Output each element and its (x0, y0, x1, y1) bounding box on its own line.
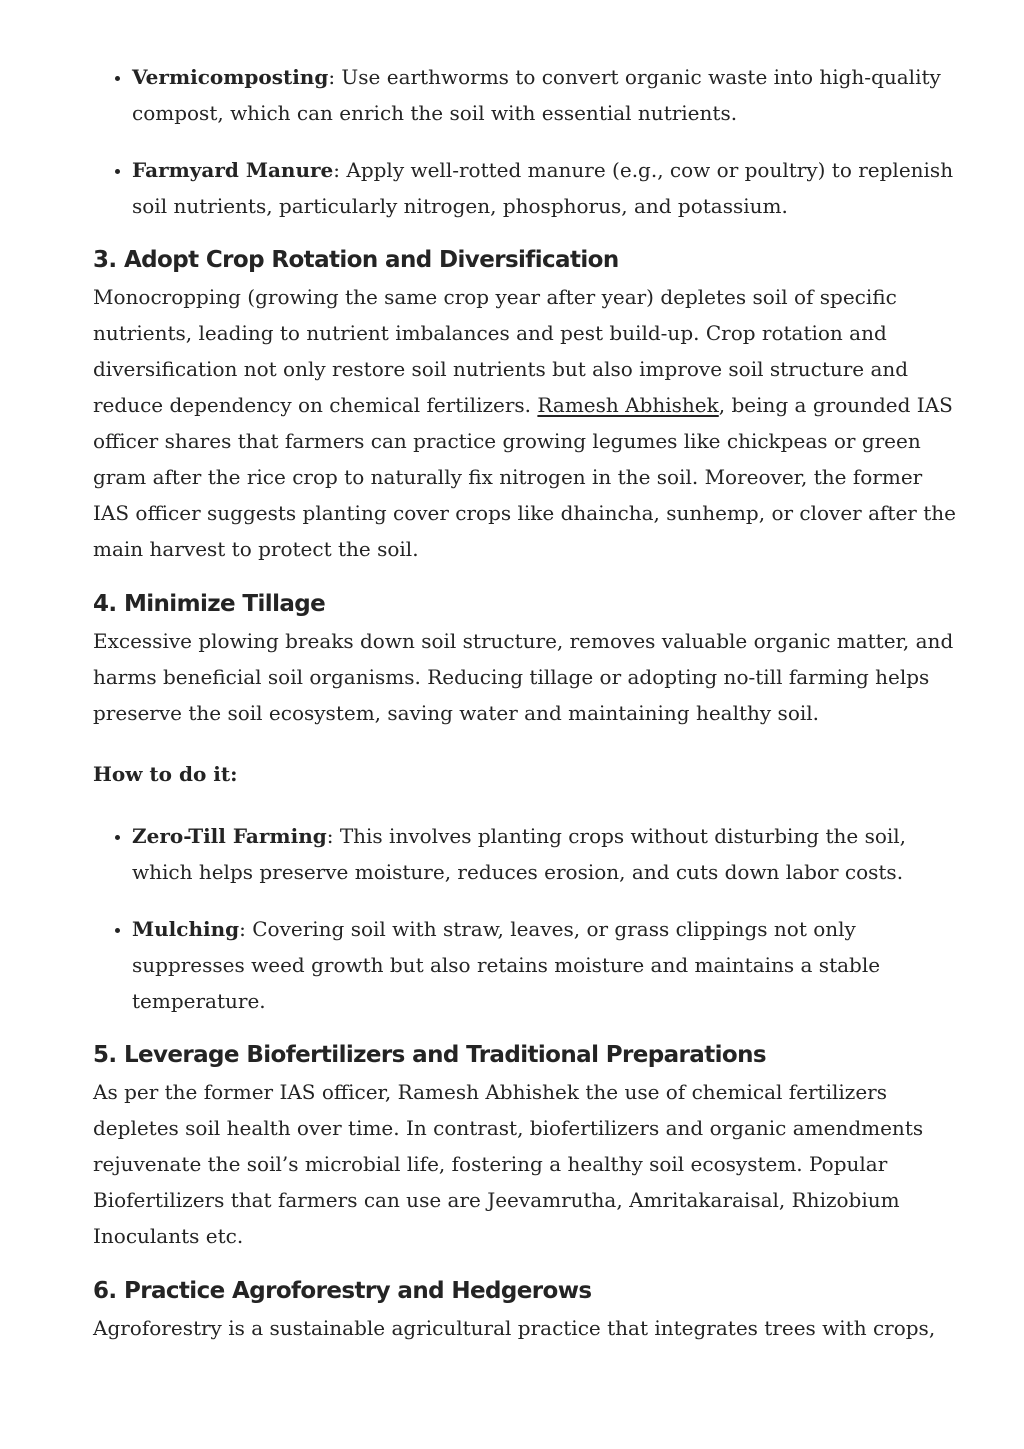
list-item-term: Vermicomposting (132, 65, 329, 89)
section-heading-crop-rotation: 3. Adopt Crop Rotation and Diversification (93, 247, 619, 273)
list-item-text: : Apply well-rotted manure (e.g., cow or poultry) to replenish soil nutrients, particularly nitrogen, phosphorus, and potassium. (132, 158, 954, 218)
section-paragraph-minimize-tillage: Excessive plowing breaks down soil structure, removes valuable organic matter, and harms beneficial soil organisms. Reducing tillage or adopting no-till farming helps preserve the soil ecosystem, saving water and maintaining healthy soil. (93, 629, 954, 725)
list-item-mulching (132, 911, 958, 1019)
list-item-text: : This involves planting crops without disturbing the soil, which helps preserve moisture, reduces erosion, and cuts down labor costs. (132, 824, 907, 884)
section-heading-agroforestry: 6. Practice Agroforestry and Hedgerows (93, 1278, 592, 1304)
list-item-vermicomposting (132, 59, 958, 131)
list-item-text: : Covering soil with straw, leaves, or grass clippings not only suppresses weed growth but also retains moisture and maintains a stable temperature. (132, 917, 881, 1013)
section-heading-biofertilizers: 5. Leverage Biofertilizers and Traditional Preparations (93, 1042, 766, 1068)
list-item-text: : Use earthworms to convert organic waste into high-quality compost, which can enrich the soil with essential nutrients. (132, 65, 941, 125)
list-item-zero-till (132, 818, 958, 890)
section-paragraph-crop-rotation (93, 279, 958, 567)
section-paragraph-agroforestry: Agroforestry is a sustainable agricultural practice that integrates trees with crops, (93, 1316, 936, 1340)
list-item-farmyard-manure (132, 152, 958, 224)
organic-inputs-list (93, 59, 958, 224)
section-heading-minimize-tillage: 4. Minimize Tillage (93, 591, 326, 617)
howto-label: How to do it: (93, 762, 238, 786)
author-link[interactable]: Ramesh Abhishek (537, 393, 719, 417)
paragraph-text: , being a grounded IAS officer shares that farmers can practice growing legumes like chickpeas or green gram after the rice crop to naturally fix nitrogen in the soil. Moreover, the former IAS officer suggests planting cover crops like dhaincha, sunhemp, or clover after the main harvest to protect the soil. (93, 393, 956, 561)
tillage-methods-list (93, 818, 958, 1019)
paragraph-text: Monocropping (growing the same crop year after year) depletes soil of specific nutrients, leading to nutrient imbalances and pest build-up. Crop rotation and diversification not only restore soil nutrients but also improve soil structure and reduce dependency on chemical fertilizers. (93, 285, 909, 417)
list-item-term: Mulching (132, 917, 240, 941)
list-item-term: Farmyard Manure (132, 158, 334, 182)
section-paragraph-biofertilizers: As per the former IAS officer, Ramesh Abhishek the use of chemical fertilizers depletes soil health over time. In contrast, biofertilizers and organic amendments rejuvenate the soil’s microbial life, fostering a healthy soil ecosystem. Popular Biofertilizers that farmers can use are Jeevamrutha, Amritakaraisal, Rhizobium Inoculants etc. (93, 1080, 924, 1248)
list-item-term: Zero-Till Farming (132, 824, 327, 848)
